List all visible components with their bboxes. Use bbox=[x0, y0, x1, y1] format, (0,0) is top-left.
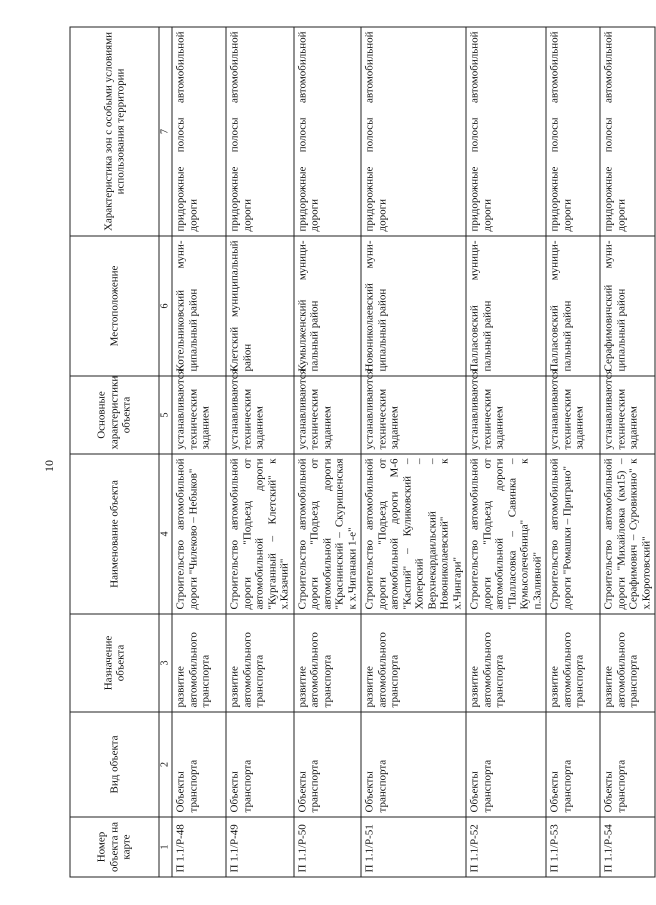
object-characteristics-cell: устанавливаются техническим заданием bbox=[600, 376, 655, 454]
object-type-cell: Объекты транспорта bbox=[361, 712, 466, 817]
object-type-cell: Объекты транспорта bbox=[172, 712, 226, 817]
page-number: 10 bbox=[42, 460, 56, 472]
location-cell: Серафимовичский муниципальный район bbox=[600, 236, 655, 376]
object-number-cell: П 1.1/Р-49 bbox=[226, 817, 294, 877]
column-number: 1 bbox=[159, 817, 172, 877]
header-location: Местоположение bbox=[70, 236, 159, 376]
object-number-cell: П 1.1/Р-51 bbox=[361, 817, 466, 877]
rotated-table-container bbox=[70, 27, 652, 877]
header-object-purpose: Назначение объекта bbox=[70, 614, 159, 712]
special-zones-cell: придорожные полосы автомобильной дороги bbox=[546, 27, 600, 236]
object-purpose-cell: развитие автомобильного транспорта bbox=[600, 614, 655, 712]
object-name-cell: Строительство автомобильной дороги "Подъезд от автомобильной дороги "Палласовка – Савинка – Кумысолечебница" к п.Заливной" bbox=[466, 454, 546, 614]
object-characteristics-cell: устанавливаются техническим заданием bbox=[294, 376, 362, 454]
column-number: 2 bbox=[159, 712, 172, 817]
object-number-cell: П 1.1/Р-50 bbox=[294, 817, 362, 877]
location-cell: Палласовский муниципальный район bbox=[546, 236, 600, 376]
column-number: 5 bbox=[159, 376, 172, 454]
object-number-cell: П 1.1/Р-48 bbox=[172, 817, 226, 877]
column-number-row bbox=[159, 27, 172, 877]
header-object-number: Номер объекта на карте bbox=[70, 817, 159, 877]
object-purpose-cell: развитие автомобильного транспорта bbox=[294, 614, 362, 712]
table-row bbox=[546, 27, 600, 877]
special-zones-cell: придорожные полосы автомобильной дороги bbox=[172, 27, 226, 236]
object-type-cell: Объекты транспорта bbox=[600, 712, 655, 817]
object-type-cell: Объекты транспорта bbox=[546, 712, 600, 817]
object-number-cell: П 1.1/Р-52 bbox=[466, 817, 546, 877]
special-zones-cell: придорожные полосы автомобильной дороги bbox=[226, 27, 294, 236]
object-purpose-cell: развитие автомобильного транспорта bbox=[226, 614, 294, 712]
object-characteristics-cell: устанавливаются техническим заданием bbox=[546, 376, 600, 454]
objects-table bbox=[70, 26, 656, 877]
location-cell: Новониколаевский муниципальный район bbox=[361, 236, 466, 376]
header-row bbox=[70, 27, 159, 877]
object-number-cell: П 1.1/Р-53 bbox=[546, 817, 600, 877]
table-row bbox=[172, 27, 226, 877]
table-row bbox=[294, 27, 362, 877]
column-number: 6 bbox=[159, 236, 172, 376]
object-name-cell: Строительство автомобильной дороги "Чилеково – Небыков" bbox=[172, 454, 226, 614]
object-characteristics-cell: устанавливаются техническим заданием bbox=[466, 376, 546, 454]
location-cell: Кумылженский муниципальный район bbox=[294, 236, 362, 376]
object-name-cell: Строительство автомобильной дороги "Подъезд от автомобильной дороги "Краснинский – Скуришенская к х.Чиганаки 1-е" bbox=[294, 454, 362, 614]
header-object-type: Вид объекта bbox=[70, 712, 159, 817]
object-characteristics-cell: устанавливаются техническим заданием bbox=[172, 376, 226, 454]
object-purpose-cell: развитие автомобильного транспорта bbox=[172, 614, 226, 712]
object-number-cell: П 1.1/Р-54 bbox=[600, 817, 655, 877]
object-name-cell: Строительство автомобильной дороги "Михайловка (км15) – Серафимович – Суровикино" к х.Коротовский" bbox=[600, 454, 655, 614]
special-zones-cell: придорожные полосы автомобильной дороги bbox=[294, 27, 362, 236]
object-name-cell: Строительство автомобильной дороги "Подъезд от автомобильной дороги М-6 "Каспий" – Куликовский – Хоперский – Верхнекардаильский – Новониколаевский" к х.Чингари" bbox=[361, 454, 466, 614]
object-characteristics-cell: устанавливаются техническим заданием bbox=[361, 376, 466, 454]
object-type-cell: Объекты транспорта bbox=[294, 712, 362, 817]
header-object-name: Наименование объекта bbox=[70, 454, 159, 614]
object-characteristics-cell: устанавливаются техническим заданием bbox=[226, 376, 294, 454]
header-object-characteristics: Основные характеристики объекта bbox=[70, 376, 159, 454]
location-cell: Палласовский муниципальный район bbox=[466, 236, 546, 376]
object-type-cell: Объекты транспорта bbox=[226, 712, 294, 817]
object-name-cell: Строительство автомобильной дороги "Подъезд от автомобильной дороги "Курганный – Клетский" к х.Казачий" bbox=[226, 454, 294, 614]
special-zones-cell: придорожные полосы автомобильной дороги bbox=[600, 27, 655, 236]
column-number: 7 bbox=[159, 27, 172, 236]
object-name-cell: Строительство автомобильной дороги "Ромашки – Приграно" bbox=[546, 454, 600, 614]
object-purpose-cell: развитие автомобильного транспорта bbox=[466, 614, 546, 712]
object-purpose-cell: развитие автомобильного транспорта bbox=[546, 614, 600, 712]
table-row bbox=[226, 27, 294, 877]
special-zones-cell: придорожные полосы автомобильной дороги bbox=[466, 27, 546, 236]
object-type-cell: Объекты транспорта bbox=[466, 712, 546, 817]
header-special-zones: Характеристика зон с особыми условиями использования территории bbox=[70, 27, 159, 236]
location-cell: Котельниковский муниципальный район bbox=[172, 236, 226, 376]
column-number: 4 bbox=[159, 454, 172, 614]
table-row bbox=[466, 27, 546, 877]
table-row bbox=[600, 27, 655, 877]
location-cell: Клетский муниципальный район bbox=[226, 236, 294, 376]
table-row bbox=[361, 27, 466, 877]
special-zones-cell: придорожные полосы автомобильной дороги bbox=[361, 27, 466, 236]
column-number: 3 bbox=[159, 614, 172, 712]
object-purpose-cell: развитие автомобильного транспорта bbox=[361, 614, 466, 712]
